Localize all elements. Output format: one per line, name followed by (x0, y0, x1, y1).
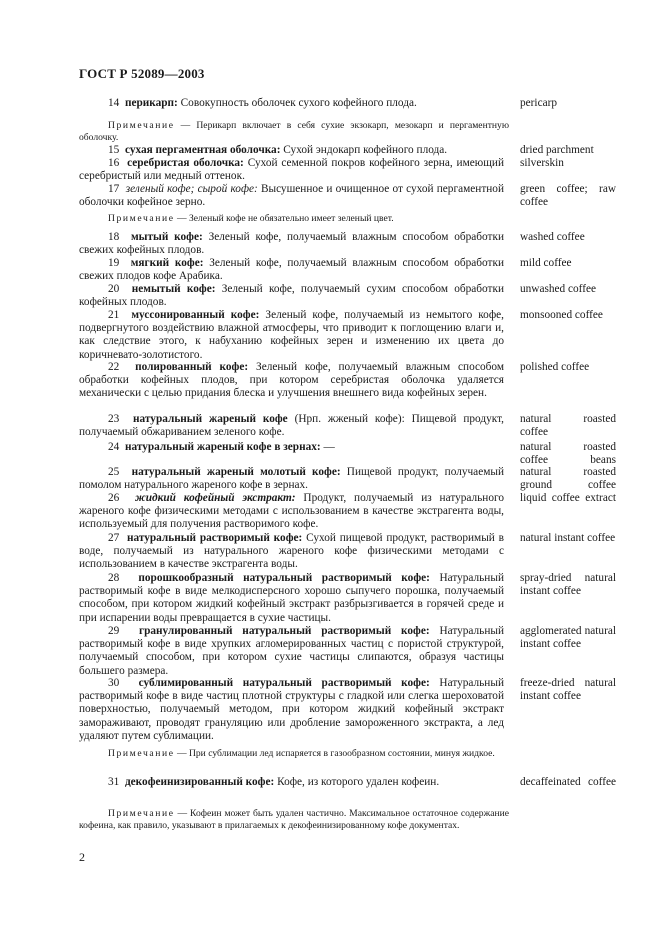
english-term-22: polished coffee (520, 361, 590, 373)
english-term-29: agglomerated natural instant coffee (520, 625, 616, 651)
note-caffeine: Примечание — Кофеин может быть удален частично. Максимальное остаточное содержание кофеина, как правило, указывают в прилагаемых к декофеинизированному кофе документах. (79, 808, 509, 831)
english-term-31: decaffeinated coffee (520, 776, 616, 788)
note-perikarp: Примечание — Перикарп включает в себя сухие экзокарп, мезокарп и пергаментную оболочку. (79, 120, 509, 143)
english-term-14: pericarp (520, 97, 558, 109)
term-entry-25: 25 натуральный жареный молотый кофе: Пищевой продукт, получаемый помолом натурального жареного кофе в зернах. (79, 466, 504, 492)
term-entry-29: 29 гранулированный натуральный растворимый кофе: Натуральный растворимый кофе в виде хрупких агломерированных частиц с пористой структурой, получаемый способом, при котором сухие частицы слипаются, образуя частицы большего размера. (79, 625, 504, 677)
term-entry-19: 19 мягкий кофе: Зеленый кофе, получаемый влажным способом обработки свежих плодов кофе Арабика. (79, 257, 504, 283)
english-term-19: mild coffee (520, 257, 572, 269)
term-entry-22: 22 полированный кофе: Зеленый кофе, получаемый влажным способом обработки кофейных плодов, при котором серебристая оболочка удаляется механически с целью придания блеска и улучшения внешнего вида кофейных зерен. (79, 361, 505, 400)
term-entry-20: 20 немытый кофе: Зеленый кофе, получаемый сухим способом обработки кофейных плодов. (79, 283, 504, 309)
english-term-26: liquid coffee extract (520, 492, 616, 504)
term-entry-21: 21 муссонированный кофе: Зеленый кофе, получаемый из немытого кофе, подвергнутого воздействию влажной атмосферы, что приводит к поглощению влаги и, как следствие этого, к набуханию кофейных зерен и изменению их цвета до коричневато-золотистого. (79, 309, 504, 361)
english-term-28: spray-dried natural instant coffee (520, 572, 616, 598)
term-entry-30: 30 сублимированный натуральный растворимый кофе: Натуральный растворимый кофе в виде частиц плотной структуры с гладкой или слегка шероховатой поверхностью, получаемый методом, при котором жидкий кофейный экстракт замораживают, проводят грануляцию или дробление замороженного экстракта, а лед удаляют путем сублимации. (79, 677, 504, 742)
page-number: 2 (79, 850, 85, 864)
english-term-15: dried parchment (520, 144, 594, 156)
note-sublimation: Примечание — При сублимации лед испаряется в газообразном состоянии, минуя жидкое. (108, 748, 495, 759)
english-term-30: freeze-dried natural instant coffee (520, 677, 616, 703)
term-entry-31: 31 декофеинизированный кофе: Кофе, из которого удален кофеин. (108, 776, 440, 788)
term-entry-27: 27 натуральный растворимый кофе: Сухой пищевой продукт, растворимый в воде, получаемый из натурального жареного кофе физическими методами с использованием в качестве экстрагента воды. (79, 532, 504, 571)
term-entry-17: 17 зеленый кофе; сырой кофе: Высушенное и очищенное от сухой пергаментной оболочки кофейное зерно. (79, 183, 504, 209)
term-entry-14: 14 перикарп: Совокупность оболочек сухого кофейного плода. (108, 97, 417, 109)
term-entry-16: 16 серебристая оболочка: Сухой семенной покров кофейного зерна, имеющий серебристый или медный оттенок. (79, 157, 504, 183)
term-entry-28: 28 порошкообразный натуральный растворимый кофе: Натуральный растворимый кофе в виде мелкодисперсного хорошо сыпучего порошка, получаемый способом, при котором жидкий кофейный экстракт разбрызгивается в горячей среде и при испарении воды превращается в сухие частицы. (79, 572, 504, 624)
english-term-25: natural roasted ground coffee (520, 466, 616, 492)
english-term-18: washed coffee (520, 231, 585, 243)
note-green-coffee: Примечание — Зеленый кофе не обязательно имеет зеленый цвет. (108, 213, 394, 224)
english-term-23: natural roasted coffee (520, 413, 616, 439)
english-term-17: green coffee; raw coffee (520, 183, 616, 209)
english-term-20: unwashed coffee (520, 283, 597, 295)
english-term-16: silverskin (520, 157, 564, 169)
english-term-21: monsooned coffee (520, 309, 603, 321)
term-entry-23: 23 натуральный жареный кофе (Нрп. жженый кофе): Пищевой продукт, получаемый обжариванием зеленого кофе. (79, 413, 504, 439)
english-term-24: natural roasted coffee beans (520, 441, 616, 467)
document-header: ГОСТ Р 52089—2003 (79, 66, 205, 81)
term-entry-26: 26 жидкий кофейный экстракт: Продукт, получаемый из натурального жареного кофе физическими методами с использованием в качестве экстрагента воды, используемый для получения растворимого кофе. (79, 492, 505, 531)
term-entry-24: 24 натуральный жареный кофе в зернах: — (108, 441, 335, 453)
term-entry-15: 15 сухая пергаментная оболочка: Сухой эндокарп кофейного плода. (108, 144, 448, 156)
term-entry-18: 18 мытый кофе: Зеленый кофе, получаемый влажным способом обработки свежих кофейных плодов. (79, 231, 504, 257)
english-term-27: natural instant coffee (520, 532, 616, 544)
